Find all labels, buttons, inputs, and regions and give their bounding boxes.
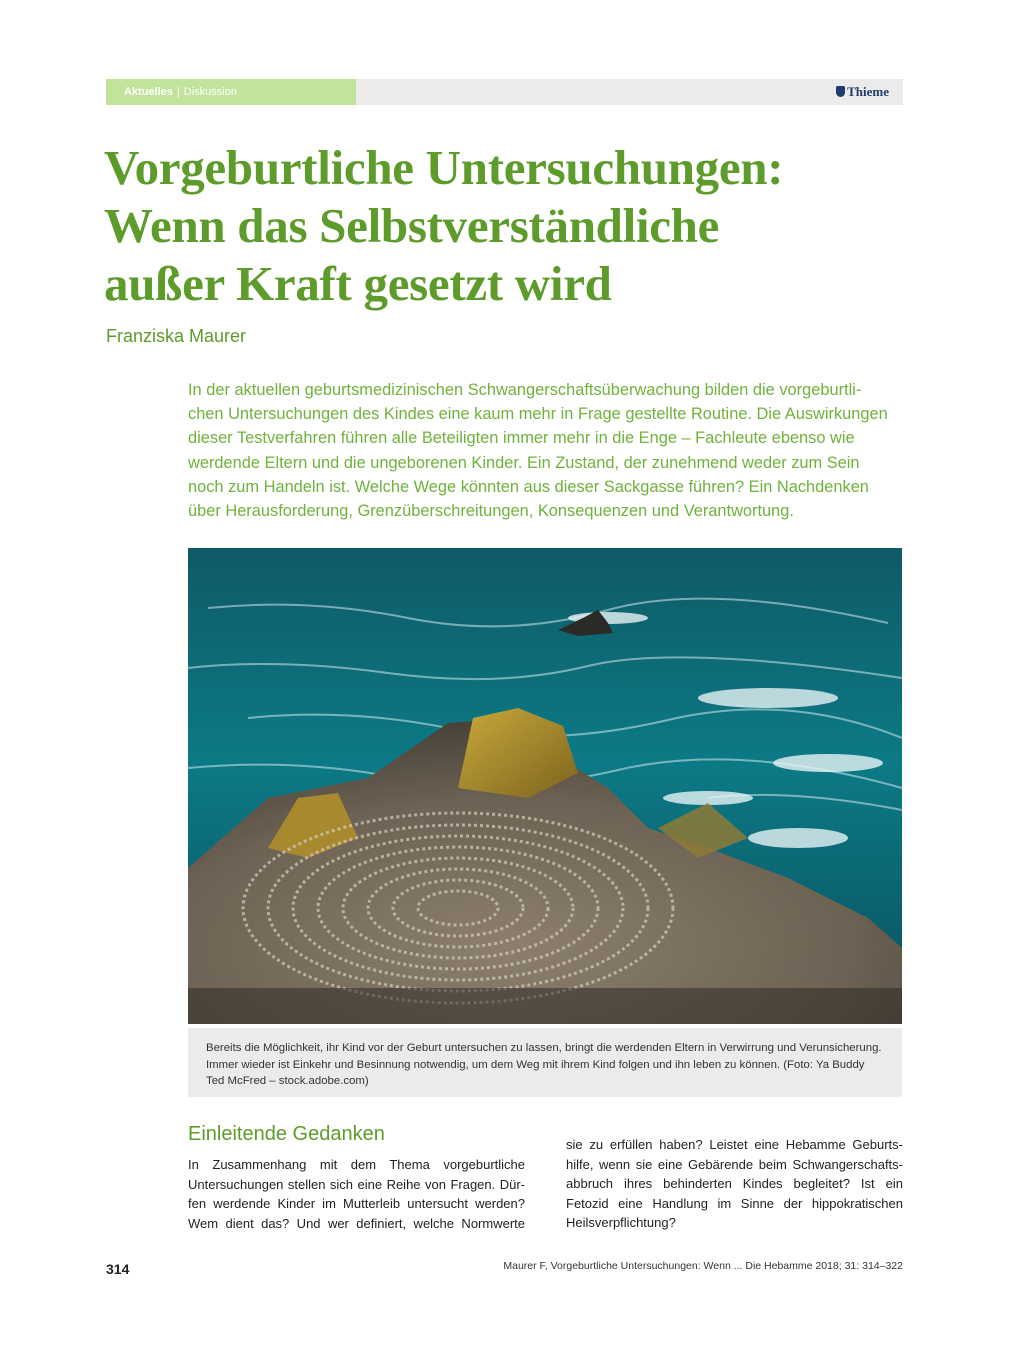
- publisher-name: Thieme: [847, 84, 889, 99]
- abstract-line: dieser Testverfahren führen alle Beteiligten immer mehr in die Enge – Fachleute ebenso wie: [188, 429, 855, 448]
- body-line: sie zu erfüllen haben? Leistet eine Hebamme Geburts-: [566, 1137, 903, 1152]
- section-separator: |: [176, 86, 180, 98]
- publisher-logo: [836, 79, 889, 105]
- body-column-right: [566, 1135, 903, 1233]
- body-column-left: [188, 1155, 525, 1233]
- body-line: fen werdende Kinder im Mutterleib untersucht werden?: [188, 1196, 525, 1211]
- section-label: Aktuelles: [124, 86, 173, 98]
- abstract-line: noch zum Handeln ist. Welche Wege könnten aus dieser Sackgasse führen? Ein Nachdenken: [188, 477, 869, 496]
- section-tag: [106, 79, 356, 105]
- body-line: Heilsverpflichtung?: [566, 1215, 676, 1230]
- body-line: In Zusammenhang mit dem Thema vorgeburtliche: [188, 1157, 525, 1172]
- thieme-shield-icon: [836, 86, 845, 97]
- title-line: Vorgeburtliche Untersuchungen:: [104, 140, 784, 195]
- body-line: Untersuchungen stellen sich eine Reihe von Fragen. Dür-: [188, 1176, 525, 1192]
- abstract-line: über Herausforderung, Grenzüberschreitungen, Konsequenzen und Verantwortung.: [188, 502, 794, 521]
- article-photo-stone-labyrinth: [188, 548, 902, 1024]
- caption-line: Immer wieder ist Einkehr und Besinnung notwendig, um dem Weg mit ihrem Kind folgen und ihn leben zu können. (Foto: Ya Buddy: [206, 1058, 865, 1071]
- body-line: Fetozid eine Handlung im Sinne der hippokratischen: [566, 1195, 903, 1211]
- journal-header-bar: [106, 79, 903, 105]
- title-line: außer Kraft gesetzt wird: [104, 256, 612, 311]
- page-number: 314: [106, 1261, 130, 1277]
- body-line: hilfe, wenn sie eine Gebärende beim Schwangerschafts-: [566, 1156, 903, 1172]
- abstract-line: werdende Eltern und die ungeborenen Kinder. Ein Zustand, der zunehmend weder zum Sein: [188, 453, 860, 472]
- subsection-label: Diskussion: [183, 86, 237, 98]
- body-line: Wem dient das? Und wer definiert, welche Normwerte: [188, 1215, 525, 1231]
- body-line: abbruch ihres behinderten Kindes begleitet? Ist ein: [566, 1176, 903, 1191]
- caption-line: Ted McFred – stock.adobe.com): [206, 1075, 369, 1087]
- citation-line: Maurer F, Vorgeburtliche Untersuchungen: Wenn ... Die Hebamme 2018; 31: 314–322: [503, 1260, 903, 1272]
- article-abstract: [188, 378, 904, 523]
- title-line: Wenn das Selbstverständliche: [104, 198, 720, 253]
- article-author: Franziska Maurer: [106, 326, 247, 346]
- abstract-line: In der aktuellen geburtsmedizinischen Schwangerschaftsüberwachung bilden die vorgeburtli-: [188, 381, 862, 399]
- abstract-line: chen Untersuchungen des Kindes eine kaum mehr in Frage gestellte Routine. Die Auswirkungen: [188, 405, 888, 424]
- section-heading: Einleitende Gedanken: [188, 1123, 385, 1145]
- labyrinth-illustration: [188, 548, 902, 1024]
- photo-caption: [188, 1028, 902, 1097]
- article-title: [104, 139, 924, 313]
- caption-line: Bereits die Möglichkeit, ihr Kind vor der Geburt untersuchen zu lassen, bringt die werdenden Eltern in Verwirrung und Verunsicherung.: [206, 1042, 882, 1054]
